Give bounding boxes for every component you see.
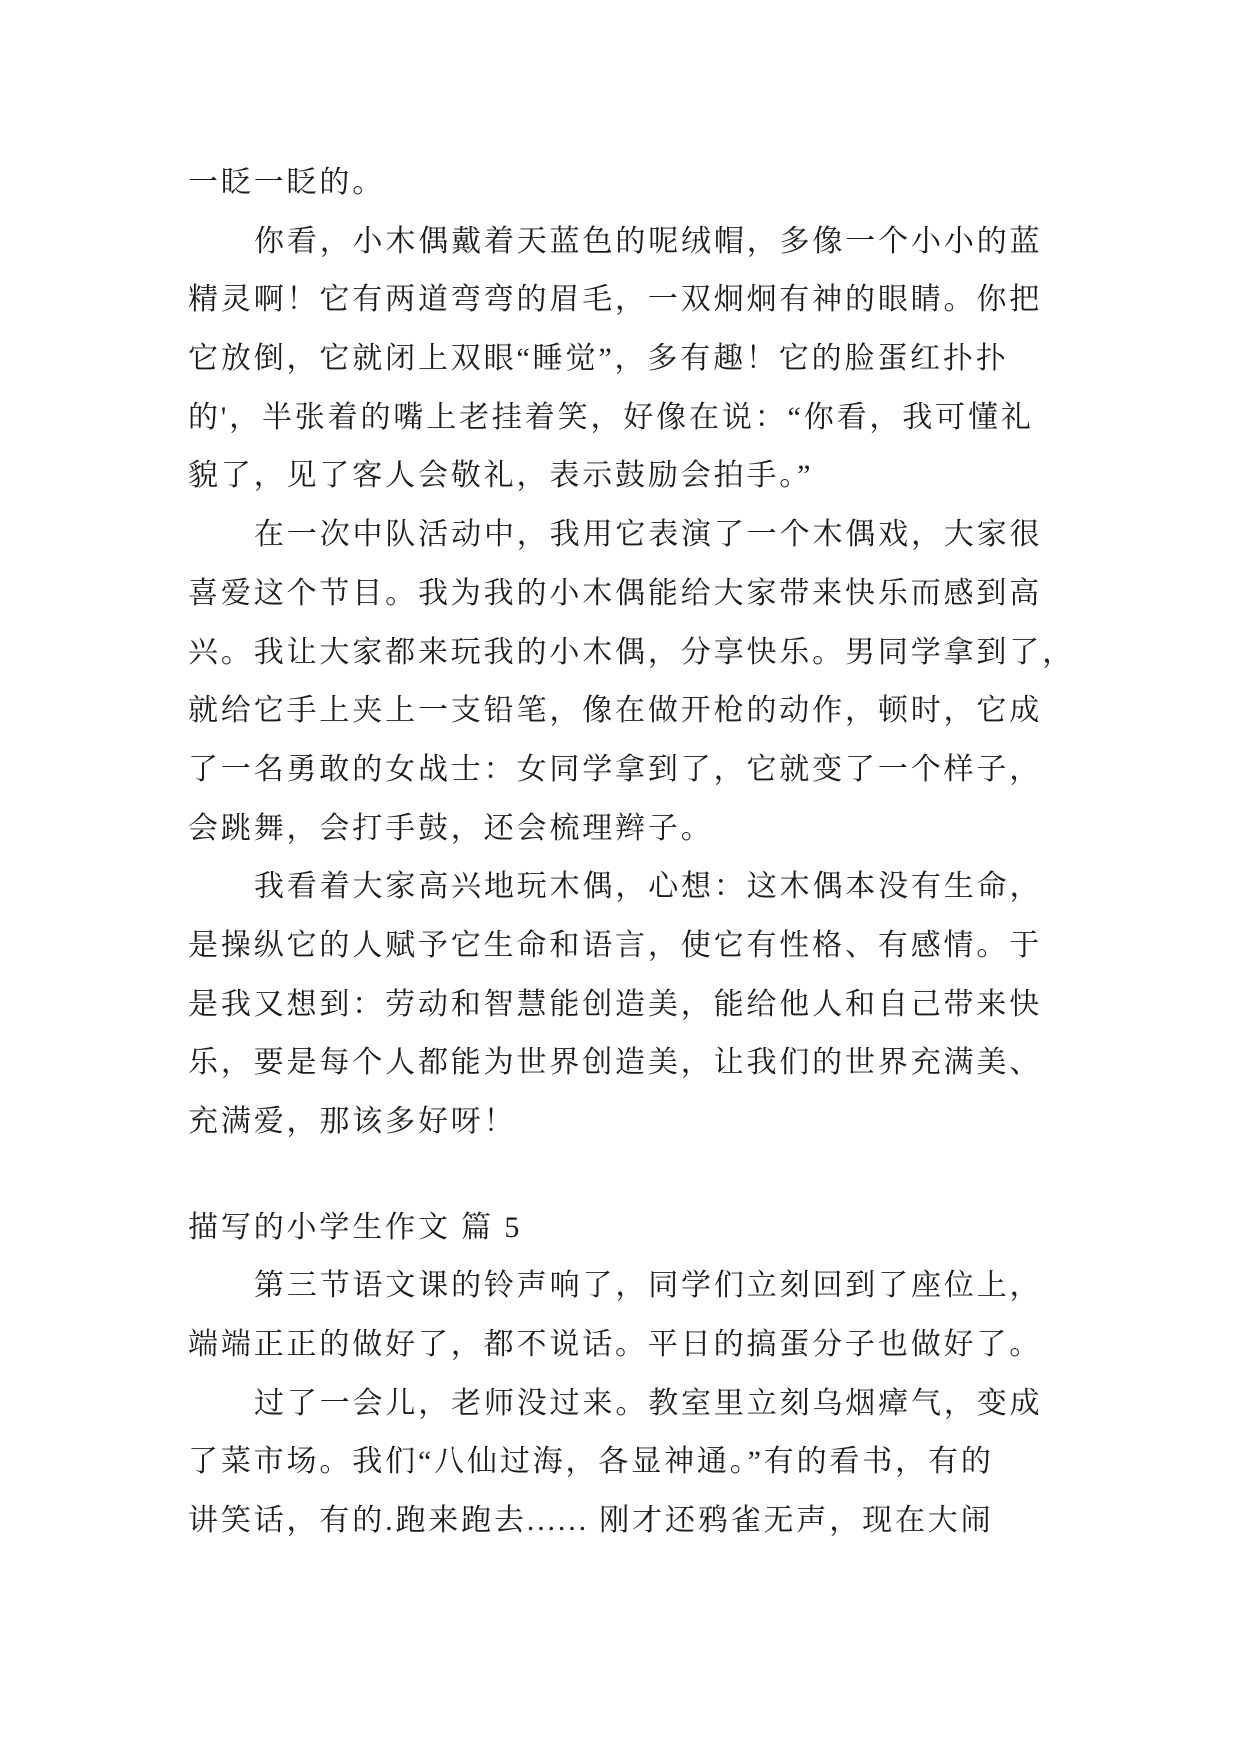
- text-line: 我看着大家高兴地玩木偶，心想：这木偶本没有生命，: [254, 870, 1043, 904]
- text-line: 喜爱这个节目。我为我的小木偶能给大家带来快乐而感到高: [188, 576, 1043, 610]
- text-line: 你看，小木偶戴着天蓝色的呢绒帽，多像一个小小的蓝: [254, 224, 1043, 258]
- text-line: 第三节语文课的铃声响了，同学们立刻回到了座位上，: [254, 1269, 1043, 1303]
- text-line: 讲笑话，有的.跑来跑去...... 刚才还鸦雀无声，现在大闹: [188, 1504, 994, 1538]
- paragraph: [188, 154, 1088, 213]
- text-line: 是操纵它的人赋予它生命和语言，使它有性格、有感情。于: [188, 928, 1043, 962]
- paragraph: [188, 1375, 1088, 1551]
- paragraph: [188, 858, 1088, 1151]
- text-line: 充满爱，那该多好呀！: [188, 1105, 517, 1138]
- text-line: 就给它手上夹上一支铅笔，像在做开枪的动作，顿时，它成: [188, 694, 1043, 728]
- text-line: 一眨一眨的。: [188, 166, 386, 199]
- paragraph: [188, 506, 1088, 858]
- text-line: 端端正正的做好了，都不说话。平日的搞蛋分子也做好了。: [188, 1328, 1043, 1362]
- text-line: 貌了，见了客人会敬礼，表示鼓励会拍手。”: [188, 459, 814, 493]
- text-line: 过了一会儿，老师没过来。教室里立刻乌烟瘴气，变成: [254, 1386, 1043, 1420]
- text-line: 了菜市场。我们“八仙过海，各显神通。”有的看书，有的: [188, 1445, 994, 1479]
- text-line: 精灵啊！它有两道弯弯的眉毛，一双炯炯有神的眼睛。你把: [188, 283, 1043, 317]
- text-line: 是我又想到：劳动和智慧能创造美，能给他人和自己带来快: [188, 987, 1043, 1021]
- text-line: 在一次中队活动中，我用它表演了一个木偶戏，大家很: [254, 518, 1043, 552]
- text-line: 会跳舞，会打手鼓，还会梳理辫子。: [188, 811, 714, 845]
- text-line: 它放倒，它就闭上双眼“睡觉”，多有趣！它的脸蛋红扑扑: [188, 342, 1009, 376]
- paragraph: [188, 1257, 1088, 1374]
- paragraph: [188, 213, 1088, 506]
- section-heading: 描写的小学生作文 篇 5: [188, 1210, 523, 1244]
- text-line: 兴。我让大家都来玩我的小木偶，分享快乐。男同学拿到了，: [188, 635, 1075, 669]
- text-line: 乐，要是每个人都能为世界创造美，让我们的世界充满美、: [188, 1046, 1043, 1080]
- text-column: [188, 154, 1088, 1551]
- text-line: 的'，半张着的嘴上老挂着笑，好像在说：“你看，我可懂礼: [188, 400, 1034, 434]
- text-line: 了一名勇敢的女战士：女同学拿到了，它就变了一个样子，: [188, 752, 1043, 786]
